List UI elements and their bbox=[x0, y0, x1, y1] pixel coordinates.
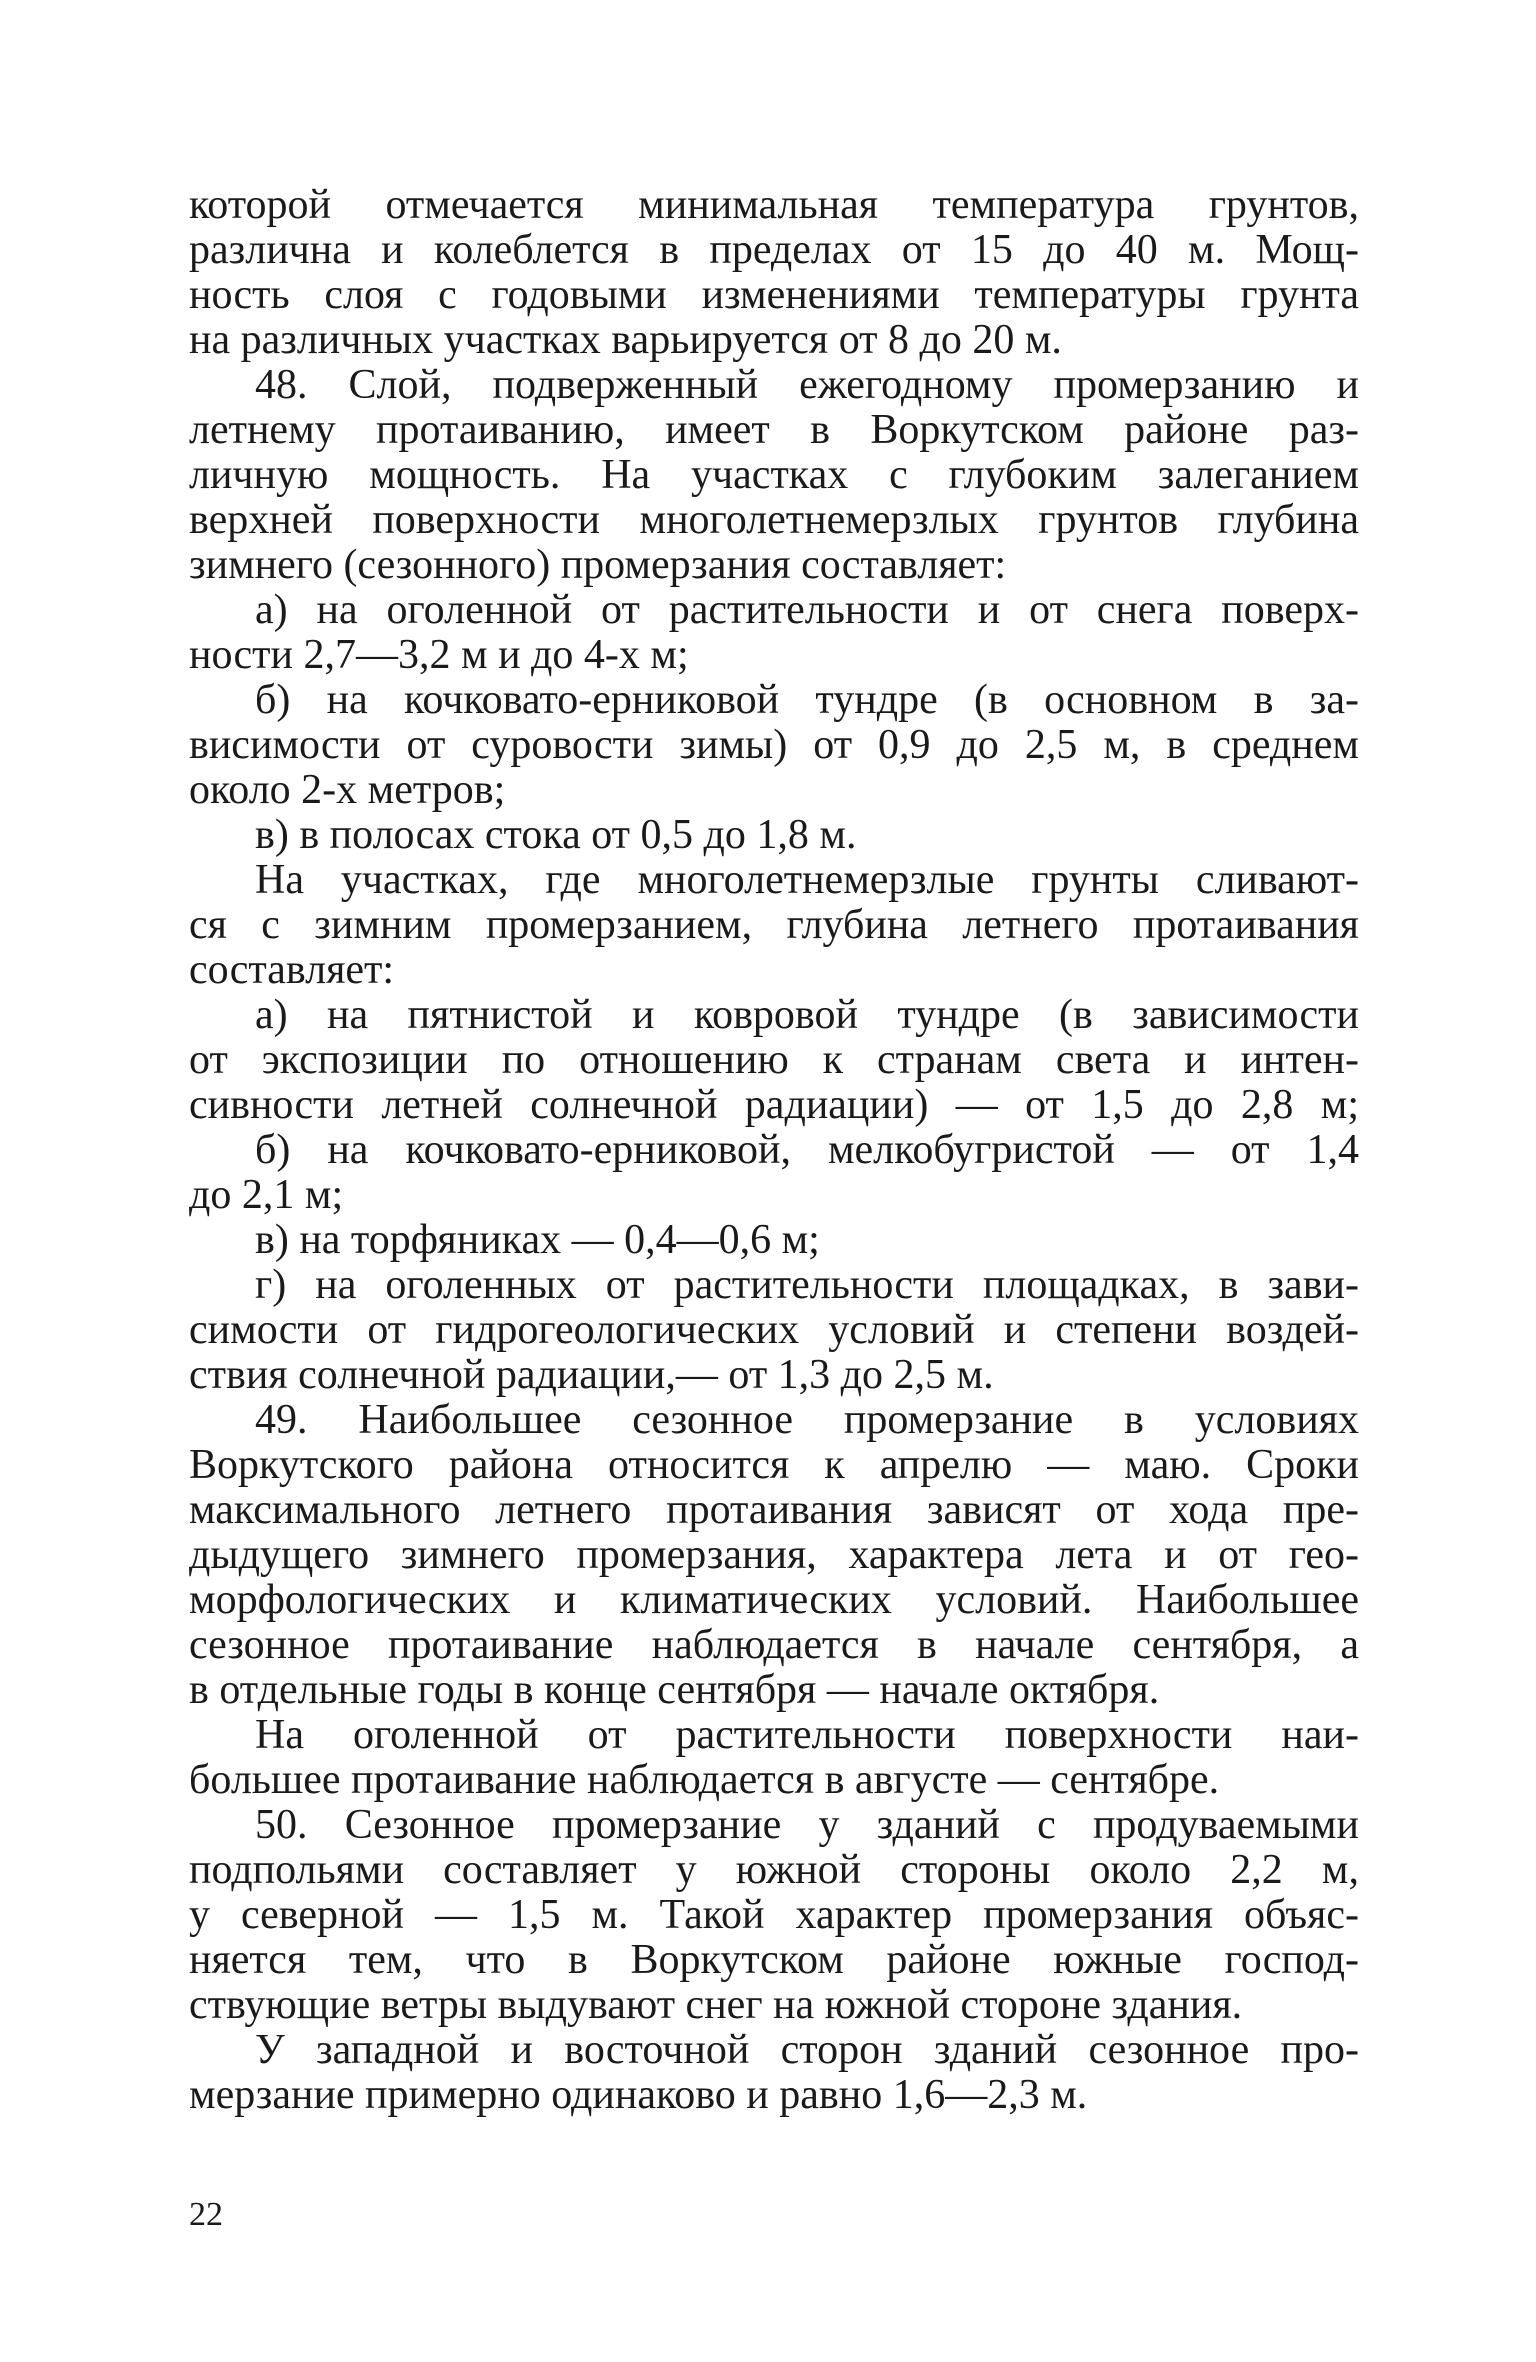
text-line: морфологических и климатических условий. Наибольшее bbox=[189, 1577, 1359, 1623]
text-line: Воркутского района относится к апрелю — маю. Сроки bbox=[189, 1442, 1359, 1488]
text-line: висимости от суровости зимы) от 0,9 до 2,5 м, в среднем bbox=[189, 722, 1359, 768]
text-line: которой отмечается минимальная температура грунтов, bbox=[189, 182, 1359, 228]
text-line: около 2-х метров; bbox=[189, 767, 506, 813]
text-line: составляет: bbox=[189, 947, 395, 993]
text-line: 49. Наибольшее сезонное промерзание в условиях bbox=[255, 1397, 1359, 1443]
text-line: в) в полосах стока от 0,5 до 1,8 м. bbox=[255, 812, 857, 858]
text-line: г) на оголенных от растительности площадках, в зави- bbox=[255, 1262, 1359, 1308]
text-line: мерзание примерно одинаково и равно 1,6—2,3 м. bbox=[189, 2072, 1088, 2118]
text-line: дыдущего зимнего промерзания, характера лета и от гео- bbox=[189, 1532, 1359, 1578]
text-line: ся с зимним промерзанием, глубина летнего протаивания bbox=[189, 902, 1359, 948]
text-line: у северной — 1,5 м. Такой характер промерзания объяс- bbox=[189, 1892, 1359, 1938]
text-line: 48. Слой, подверженный ежегодному промерзанию и bbox=[255, 362, 1359, 408]
text-line: ствующие ветры выдувают снег на южной стороне здания. bbox=[189, 1982, 1243, 2028]
text-line: личную мощность. На участках с глубоким залеганием bbox=[189, 452, 1359, 498]
text-line: в) на торфяниках — 0,4—0,6 м; bbox=[255, 1217, 820, 1263]
text-line: ности 2,7—3,2 м и до 4-х м; bbox=[189, 632, 689, 678]
text-line: максимального летнего протаивания зависят от хода пре- bbox=[189, 1487, 1359, 1533]
text-line: ствия солнечной радиации,— от 1,3 до 2,5 м. bbox=[189, 1352, 994, 1398]
text-line: подпольями составляет у южной стороны около 2,2 м, bbox=[189, 1847, 1359, 1893]
text-line: сивности летней солнечной радиации) — от 1,5 до 2,8 м; bbox=[189, 1082, 1359, 1128]
text-line: на различных участках варьируется от 8 до 20 м. bbox=[189, 317, 1062, 363]
text-line: ность слоя с годовыми изменениями температуры грунта bbox=[189, 272, 1359, 318]
text-line: 50. Сезонное промерзание у зданий с продуваемыми bbox=[255, 1802, 1359, 1848]
text-line: различна и колеблется в пределах от 15 до 40 м. Мощ- bbox=[189, 227, 1359, 273]
text-line: няется тем, что в Воркутском районе южные господ- bbox=[189, 1937, 1359, 1983]
text-line: симости от гидрогеологических условий и степени воздей- bbox=[189, 1307, 1359, 1353]
text-line: На участках, где многолетнемерзлые грунты сливают- bbox=[255, 857, 1359, 903]
text-line: большее протаивание наблюдается в августе — сентябре. bbox=[189, 1757, 1220, 1803]
text-line: На оголенной от растительности поверхности наи- bbox=[255, 1712, 1359, 1758]
text-line: в отдельные годы в конце сентября — начале октября. bbox=[189, 1667, 1160, 1713]
text-line: верхней поверхности многолетнемерзлых грунтов глубина bbox=[189, 497, 1359, 543]
text-line: У западной и восточной сторон зданий сезонное про- bbox=[255, 2027, 1359, 2073]
text-line: а) на оголенной от растительности и от снега поверх- bbox=[255, 587, 1359, 633]
text-line: б) на кочковато-ерниковой, мелкобугристой — от 1,4 bbox=[255, 1127, 1359, 1173]
page-number: 22 bbox=[189, 2196, 223, 2233]
text-line: летнему протаиванию, имеет в Воркутском районе раз- bbox=[189, 407, 1359, 453]
text-line: а) на пятнистой и ковровой тундре (в зависимости bbox=[255, 992, 1359, 1038]
text-line: зимнего (сезонного) промерзания составляет: bbox=[189, 542, 1007, 588]
body-text bbox=[189, 183, 1359, 2118]
text-line: до 2,1 м; bbox=[189, 1172, 344, 1218]
text-line: сезонное протаивание наблюдается в начале сентября, а bbox=[189, 1622, 1359, 1668]
text-line: б) на кочковато-ерниковой тундре (в основном в за- bbox=[255, 677, 1359, 723]
text-line: от экспозиции по отношению к странам света и интен- bbox=[189, 1037, 1359, 1083]
